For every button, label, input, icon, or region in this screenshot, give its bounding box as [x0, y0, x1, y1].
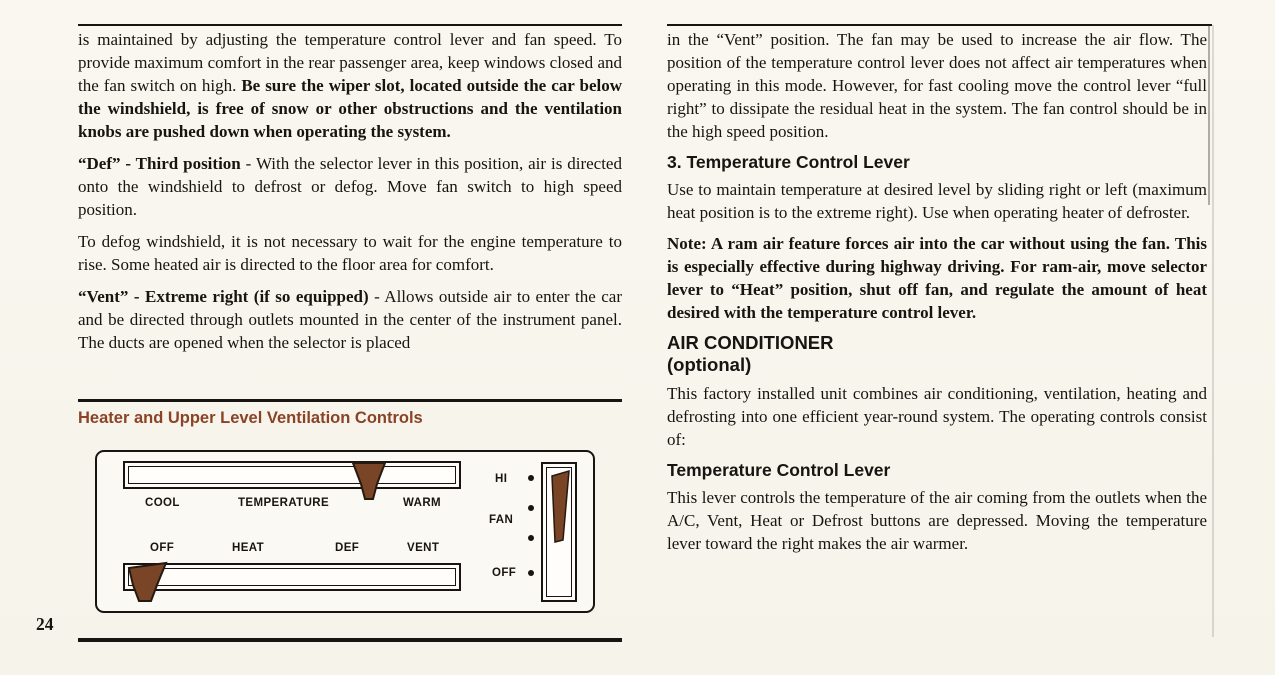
- section-heading-temperature-control-lever: 3. Temperature Control Lever: [667, 152, 910, 172]
- selector-slider-slot: [123, 563, 461, 591]
- left-column: [78, 28, 622, 400]
- top-rule-left: [78, 24, 622, 26]
- scan-artifact-line: [1212, 25, 1214, 637]
- fan-detent-dot: [528, 475, 534, 481]
- diagram-heading-rule: [78, 399, 622, 402]
- label-heat: HEAT: [232, 542, 265, 554]
- slot-inner: [128, 568, 456, 586]
- label-temperature: TEMPERATURE: [238, 497, 330, 509]
- subsection-heading-temperature-control-lever: Temperature Control Lever: [667, 460, 891, 480]
- paragraph: [667, 486, 1207, 555]
- fan-detent-dot: [528, 570, 534, 576]
- page-number: 24: [36, 614, 54, 634]
- slot-inner: [546, 467, 572, 597]
- fan-lever-slot: [541, 462, 577, 602]
- scan-artifact-line: [1208, 25, 1210, 205]
- text-run-bold: “Vent” - Extreme right (if so equipped): [78, 287, 369, 306]
- label-cool: COOL: [145, 497, 180, 509]
- section-heading-air-conditioner: AIR CONDITIONER: [667, 332, 834, 353]
- knob-shape: [129, 563, 166, 601]
- diagram-title: Heater and Upper Level Ventilation Controls: [78, 409, 423, 427]
- label-off: OFF: [150, 542, 175, 554]
- fan-detent-dot: [528, 505, 534, 511]
- text-run: This factory installed unit combines air conditioning, ventilation, heating and defrosting into one efficient year-round system. The operating controls consist of:: [667, 384, 1207, 449]
- fan-lever: [547, 468, 573, 598]
- paragraph: [78, 285, 622, 354]
- fan-detent-dot: [528, 535, 534, 541]
- label-hi: HI: [495, 473, 508, 485]
- text-run-bold: Note: A ram air feature forces air into the car without using the fan. This is especially effective during highway driving. For ram-air, move selector lever to “Heat” position, shut off fan, and regulate the amount of heat desired with the temperature control lever.: [667, 234, 1207, 322]
- paragraph: [667, 178, 1207, 224]
- label-vent: VENT: [407, 542, 440, 554]
- text-run-bold: “Def” - Third position: [78, 154, 241, 173]
- text-run: in the “Vent” position. The fan may be used to increase the air flow. The position of the temperature control lever does not affect air temperatures when operating in this mode. However, for fast cooling move the control lever “full right” to dissipate the residual heat in the system. The fan control should be in the high speed position.: [667, 30, 1207, 141]
- section-heading-optional: (optional): [667, 354, 752, 375]
- bottom-rule: [78, 638, 622, 642]
- label-fan-off: OFF: [492, 567, 517, 579]
- paragraph: [78, 230, 622, 276]
- right-column: [667, 28, 1207, 673]
- text-run-bold: Be sure the wiper slot, located outside the car below the windshield, is free of snow or other obstructions and the ventilation knobs are pushed down when operating the system.: [78, 76, 622, 141]
- paragraph: [667, 28, 1207, 143]
- text-run: Use to maintain temperature at desired level by sliding right or left (maximum heat position is to the extreme right). Use when operating heater of defroster.: [667, 180, 1207, 222]
- temperature-slider-knob: [350, 460, 388, 502]
- label-warm: WARM: [403, 497, 442, 509]
- text-run: - With the selector lever in this position, air is directed onto the windshield to defrost or defog. Move fan switch to high speed position.: [78, 154, 622, 219]
- knob-shape: [353, 463, 385, 499]
- paragraph: [667, 232, 1207, 324]
- heater-control-panel: [95, 450, 595, 613]
- text-run: - Allows outside air to enter the car and be directed through outlets mounted in the center of the instrument panel. The ducts are opened when the selector is placed: [78, 287, 622, 352]
- paragraph: [78, 28, 622, 143]
- text-run: is maintained by adjusting the temperature control lever and fan speed. To provide maximum comfort in the rear passenger area, keep windows closed and the fan switch on high.: [78, 30, 622, 95]
- paragraph: [78, 152, 622, 221]
- label-def: DEF: [335, 542, 360, 554]
- temperature-slider-slot: [123, 461, 461, 489]
- lever-shape: [552, 471, 569, 542]
- text-run: This lever controls the temperature of the air coming from the outlets when the A/C, Vent, Heat or Defrost buttons are depressed. Moving the temperature lever toward the right makes the air warmer.: [667, 488, 1207, 553]
- paragraph: [667, 382, 1207, 451]
- top-rule-right: [667, 24, 1212, 26]
- label-fan: FAN: [489, 514, 514, 526]
- selector-slider-knob: [126, 560, 170, 604]
- slot-inner: [128, 466, 456, 484]
- text-run: To defog windshield, it is not necessary to wait for the engine temperature to rise. Some heated air is directed to the floor area for comfort.: [78, 232, 622, 274]
